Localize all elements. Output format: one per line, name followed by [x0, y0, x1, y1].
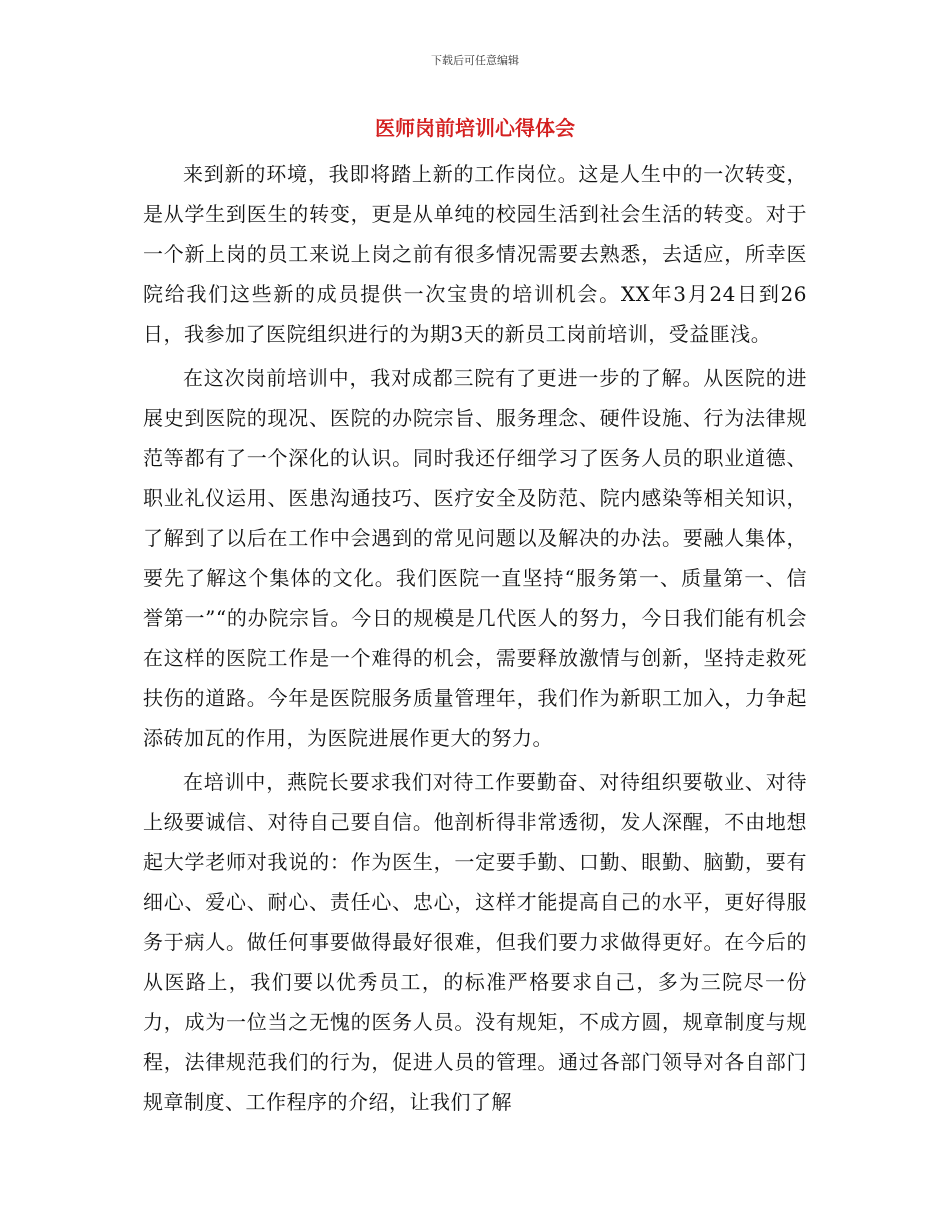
document-body: [143, 154, 807, 1126]
document-title: 医师岗前培训心得体会: [375, 116, 575, 140]
paragraph-1: 来到新的环境，我即将踏上新的工作岗位。这是人生中的一次转变，是从学生到医生的转变，更是从单纯的校园生活到社会生活的转变。对于一个新上岗的员工来说上岗之前有很多情况需要去熟悉，去适应，所幸医院给我们这些新的成员提供一次宝贵的培训机会。XX年3月24日到26日，我参加了医院组织进行的为期3天的新员工岗前培训，受益匪浅。: [143, 162, 807, 346]
paragraph-3: 在培训中，燕院长要求我们对待工作要勤奋、对待组织要敬业、对待上级要诚信、对待自己要自信。他剖析得非常透彻，发人深醒，不由地想起大学老师对我说的：作为医生，一定要手勤、口勤、眼勤、脑勤，要有细心、爱心、耐心、责任心、忠心，这样才能提高自己的水平，更好得服务于病人。做任何事要做得最好很难，但我们要力求做得更好。在今后的从医路上，我们要以优秀员工，的标准严格要求自己，多为三院尽一份力，成为一位当之无愧的医务人员。没有规矩，不成方圆，规章制度与规程，法律规范我们的行为，促进人员的管理。通过各部门领导对各自部门规章制度、工作程序的介绍，让我们了解: [143, 770, 807, 1114]
header-note: 下载后可任意编辑: [431, 54, 519, 67]
paragraph-2: 在这次岗前培训中，我对成都三院有了更进一步的了解。从医院的进展史到医院的现况、医院的办院宗旨、服务理念、硬件设施、行为法律规范等都有了一个深化的认识。同时我还仔细学习了医务人员的职业道德、职业礼仪运用、医患沟通技巧、医疗安全及防范、院内感染等相关知识，了解到了以后在工作中会遇到的常见问题以及解决的办法。要融人集体，要先了解这个集体的文化。我们医院一直坚持“服务第一、质量第一、信誉第一”“的办院宗旨。今日的规模是几代医人的努力，今日我们能有机会在这样的医院工作是一个难得的机会，需要释放激情与创新，坚持走救死扶伤的道路。今年是医院服务质量管理年，我们作为新职工加入，力争起添砖加瓦的作用，为医院进展作更大的努力。: [143, 366, 807, 750]
